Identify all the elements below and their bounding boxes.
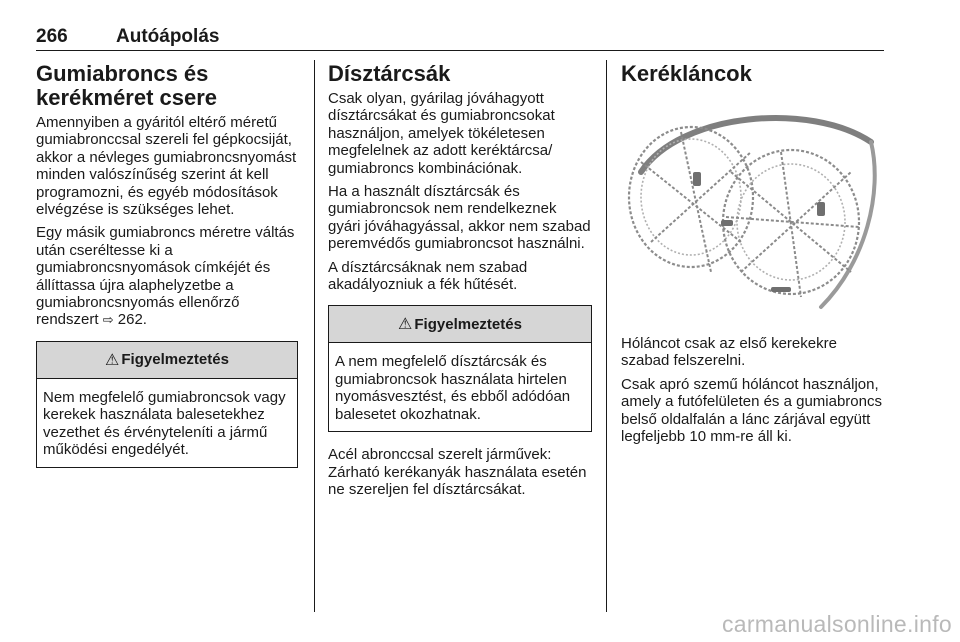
watermark: carmanualsonline.info [721, 611, 952, 637]
tire-change-heading: Gumiabroncs és kerékméret csere [36, 61, 218, 110]
warning-icon: ⚠ [105, 351, 120, 369]
page-number: 266 [36, 26, 68, 47]
hubcaps-heading: Dísztárcsák [328, 61, 451, 86]
hubcaps-para-4: Acél abronccsal szerelt járművek: Zárható kerékanyák használata esetén ne szereljen fel dísztárcsákat. [328, 446, 587, 498]
snow-chain-illustration [621, 102, 885, 316]
warning-title: Figyelmeztetés [414, 315, 522, 333]
tire-change-para-2-text: Egy másik gumiabroncs méretre váltás után cseréltesse ki a gumiabroncsnyomások címkéjét és állíttassa újra alaphelyzetbe a gumiabroncsnyomás ellenőrző rendszert [36, 224, 295, 329]
column-tire-change [36, 62, 298, 482]
warning-body: Nem megfelelő gumiabroncsok vagy kerekek használata balesetekhez vezethet és érvényteleníti a jármű működési engedélyét. [43, 388, 286, 459]
warning-title: Figyelmeztetés [121, 351, 229, 369]
snow-chains-para-1: Hóláncot csak az első kerekekre szabad felszerelni. [621, 335, 837, 370]
warning-icon: ⚠ [398, 316, 413, 334]
hubcaps-para-3: A dísztárcsáknak nem szabad akadályozniuk a fék hűtését. [328, 258, 528, 294]
column-divider-2 [606, 60, 607, 612]
tire-change-para-2 [36, 224, 298, 328]
page-header [36, 26, 884, 51]
warning-box-hubcaps [328, 305, 592, 432]
section-title: Autóápolás [116, 26, 220, 47]
warning-box-tires [36, 341, 298, 468]
tire-change-para-1: Amennyiben a gyáritól eltérő méretű gumiabronccsal szereli fel gépkocsiját, akkor a névleges gumiabroncsnyomást minden valószínűség szerint át kell programozni, és egyéb módosítások elvégzése is szükséges lehet. [36, 114, 297, 219]
page-reference-arrow-icon: ⇨ [102, 312, 114, 328]
warning-header [329, 306, 591, 343]
hubcaps-para-2: Ha a használt dísztárcsák és gumiabroncsok nem rendelkeznek gyári jóváhagyással, akkor nem szabad peremvédős gumiabroncsot használni. [328, 183, 591, 253]
hubcaps-para-1: Csak olyan, gyárilag jóváhagyott dísztárcsákat és gumiabroncsokat használjon, amelyek tökéletesen megfelelnek az adott keréktárcsa/ gumiabroncs kombinációnak. [328, 90, 555, 177]
warning-header [37, 342, 297, 379]
column-divider-1 [314, 60, 315, 612]
column-hubcaps [328, 62, 592, 504]
page-reference-link[interactable]: 262. [117, 311, 147, 329]
snow-chains-para-2: Csak apró szemű hóláncot használjon, amely a futófelületen és a gumiabroncs belső oldalfalán a lánc zárjával együtt legfeljebb 10 mm-re áll ki. [621, 375, 882, 446]
column-snow-chains [621, 62, 889, 451]
warning-body: A nem megfelelő dísztárcsák és gumiabroncsok használata hirtelen nyomásvesztést, és ebből adódóan balesetet okozhatnak. [335, 353, 571, 423]
snow-chains-heading: Kerékláncok [621, 61, 752, 86]
